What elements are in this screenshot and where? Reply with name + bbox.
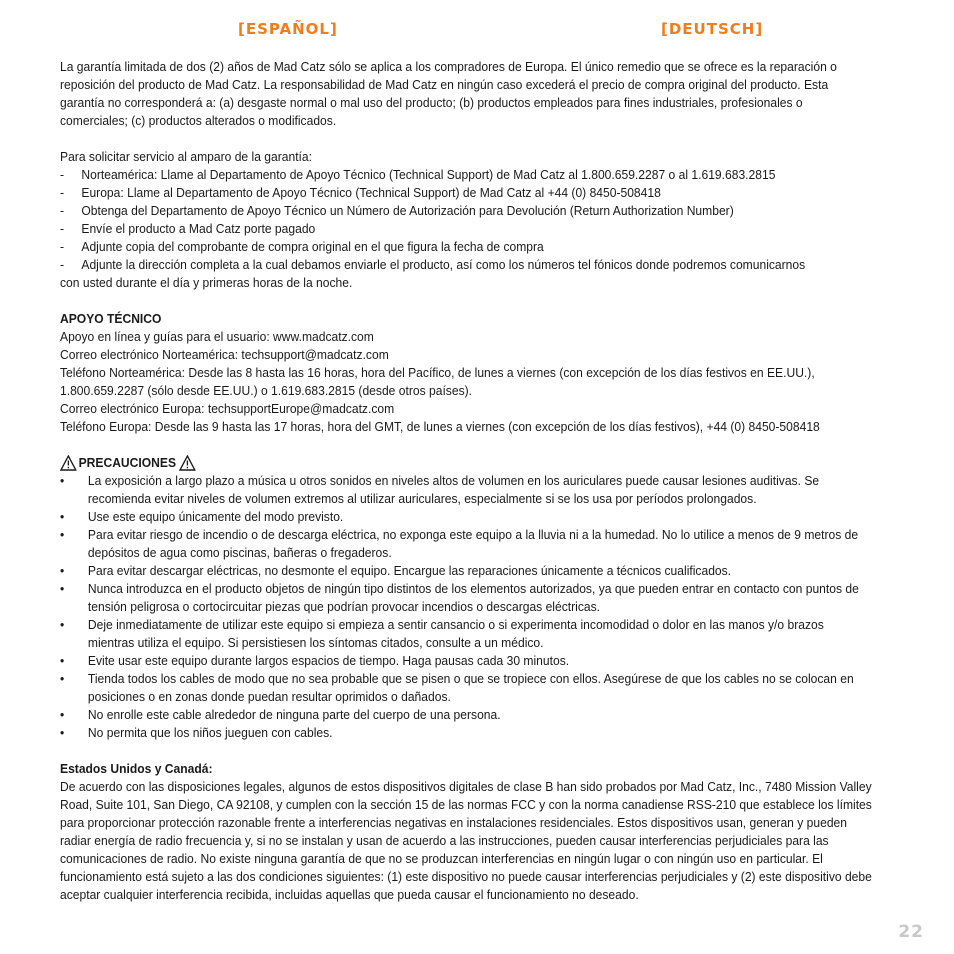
warning-icon xyxy=(60,455,77,471)
precaution-text: No enrolle este cable alrededor de ninguna parte del cuerpo de una persona. xyxy=(87,707,501,722)
fcc-heading: Estados Unidos y Canadá: xyxy=(60,761,213,776)
bullet-marker: • xyxy=(60,527,65,542)
language-heading-german: [DEUTSCH] xyxy=(661,20,764,38)
bullet-marker: • xyxy=(60,617,65,632)
precaution-text: Deje inmediatamente de utilizar este equipo si empieza a sentir cansancio o si experimenta incomodidad o dolor en las manos y/o brazos mientras utiliza el equipo. Si persistiesen los síntomas citados, consulte a un médico. xyxy=(87,617,824,650)
step-text: Norteamérica: Llame al Departamento de Apoyo Técnico (Technical Support) de Mad Catz al 1.800.659.2287 o al 1.619.683.2815 xyxy=(81,167,776,182)
support-line: Teléfono Norteamérica: Desde las 8 hasta las 16 horas, hora del Pacífico, de lunes a viernes (con excepción de los días festivos en EE.UU.), xyxy=(60,365,815,380)
list-item xyxy=(60,202,926,220)
list-item xyxy=(60,724,865,742)
bullet-marker: • xyxy=(60,671,65,686)
step-text: Envíe el producto a Mad Catz porte pagado xyxy=(81,221,316,236)
bullet-marker: • xyxy=(60,509,65,524)
list-item xyxy=(60,220,926,238)
step-text: Obtenga del Departamento de Apoyo Técnico un Número de Autorización para Devolución (Return Authorization Number) xyxy=(81,203,734,218)
dash-marker: - xyxy=(60,185,65,200)
service-intro: Para solicitar servicio al amparo de la garantía: xyxy=(60,149,313,164)
precautions-heading xyxy=(60,454,926,472)
dash-marker: - xyxy=(60,221,65,236)
list-item xyxy=(60,256,926,274)
list-item xyxy=(60,184,926,202)
list-item xyxy=(60,472,865,508)
bullet-marker: • xyxy=(60,581,65,596)
support-line: Apoyo en línea y guías para el usuario: www.madcatz.com xyxy=(60,329,374,344)
list-item xyxy=(60,526,865,562)
step-text: Adjunte la dirección completa a la cual debamos enviarle el producto, así como los números tel fónicos donde podremos comunicarnos xyxy=(81,257,806,272)
precaution-text: No permita que los niños jueguen con cables. xyxy=(87,725,333,740)
dash-marker: - xyxy=(60,167,65,182)
step-text: Adjunte copia del comprobante de compra original en el que figura la fecha de compra xyxy=(81,239,544,254)
precaution-text: Para evitar riesgo de incendio o de descarga eléctrica, no exponga este equipo a la lluvia ni a la humedad. No lo utilice a menos de 9 metros de depósitos de agua como piscinas, bañeras o fregaderos. xyxy=(87,527,859,560)
support-heading: APOYO TÉCNICO xyxy=(60,311,162,326)
list-item xyxy=(60,670,865,706)
bullet-marker: • xyxy=(60,725,65,740)
dash-marker: - xyxy=(60,257,65,272)
warranty-paragraph: La garantía limitada de dos (2) años de Mad Catz sólo se aplica a los compradores de Europa. El único remedio que se ofrece es la reparación o reposición del producto de Mad Catz. La responsabilidad de Mad Catz en ningún caso excederá el precio de compra original del producto. Esta garantía no corresponderá a: (a) desgaste normal o mal uso del producto; (b) productos empleados para fines industriales, profesionales o comerciales; (c) productos alterados o modificados. xyxy=(60,59,837,128)
list-item xyxy=(60,706,865,724)
precaution-text: Para evitar descargar eléctricas, no desmonte el equipo. Encargue las reparaciones únicamente a técnicos cualificados. xyxy=(87,563,732,578)
precaution-text: La exposición a largo plazo a música u otros sonidos en niveles altos de volumen en los auriculares puede causar lesiones auditivas. Se recomienda evitar niveles de volumen extremos al utilizar auriculares, especialmente si se los usa por períodos prolongados. xyxy=(87,473,820,506)
list-item xyxy=(60,580,865,616)
list-item xyxy=(60,508,865,526)
warning-icon xyxy=(179,455,196,471)
list-item xyxy=(60,238,926,256)
document-body xyxy=(60,58,926,904)
fcc-paragraph: De acuerdo con las disposiciones legales, algunos de estos dispositivos digitales de clase B han sido probados por Mad Catz, Inc., 7480 Mission Valley Road, Suite 101, San Diego, CA 92108, y cumplen con la sección 15 de las normas FCC y con la norma canadiense RSS-210 que establece los límites para proporcionar protección razonable frente a interferencias negativas en instalaciones residenciales. Estos dispositivos usan, generan y pueden radiar energía de radio frecuencia y, si no se instalan y usan de acuerdo a las instrucciones, pueden causar interferencias perjudiciales para las comunicaciones de radio. No existe ninguna garantía de que no se produzcan interferencias en ningún lugar o con ningún uso en particular. El funcionamiento está sujeto a las dos condiciones siguientes: (1) este dispositivo no puede causar interferencias perjudiciales y (2) este dispositivo debe aceptar cualquier interferencia recibida, incluidas aquellas que pueda causar el funcionamiento no deseado. xyxy=(60,779,872,902)
bullet-marker: • xyxy=(60,653,65,668)
list-item xyxy=(60,562,865,580)
bullet-marker: • xyxy=(60,563,65,578)
precaution-text: Nunca introduzca en el producto objetos de ningún tipo distintos de los elementos autorizados, ya que pueden entrar en contacto con puntos de tensión peligrosa o cortocircuitar piezas que podrían provocar incendios o descargas eléctricas. xyxy=(87,581,859,614)
precaution-text: Evite usar este equipo durante largos espacios de tiempo. Haga pausas cada 30 minutos. xyxy=(87,653,570,668)
dash-marker: - xyxy=(60,203,65,218)
dash-marker: - xyxy=(60,239,65,254)
bullet-marker: • xyxy=(60,473,65,488)
list-item xyxy=(60,616,865,652)
step-text: Europa: Llame al Departamento de Apoyo Técnico (Technical Support) de Mad Catz al +44 (0) 8450-508418 xyxy=(81,185,661,200)
precautions-heading-text: PRECAUCIONES xyxy=(78,455,177,470)
bullet-marker: • xyxy=(60,707,65,722)
list-item xyxy=(60,166,926,184)
list-item xyxy=(60,652,865,670)
support-line: Teléfono Europa: Desde las 9 hasta las 17 horas, hora del GMT, de lunes a viernes (con excepción de los días festivos), +44 (0) 8450-508418 xyxy=(60,419,820,434)
precaution-text: Tienda todos los cables de modo que no sea probable que se pisen o que se tropiece con ellos. Asegúrese de que los cables no se colocan en posiciones o en zonas donde puedan resultar oprimidos o dañados. xyxy=(87,671,854,704)
support-line: 1.800.659.2287 (sólo desde EE.UU.) o 1.619.683.2815 (desde otros países). xyxy=(60,383,473,398)
support-line: Correo electrónico Norteamérica: techsupport@madcatz.com xyxy=(60,347,389,362)
page-number: 22 xyxy=(898,922,924,942)
support-line: Correo electrónico Europa: techsupportEurope@madcatz.com xyxy=(60,401,395,416)
language-heading-spanish: [ESPAÑOL] xyxy=(238,20,338,38)
step-continuation: con usted durante el día y primeras horas de la noche. xyxy=(60,275,353,290)
precaution-text: Use este equipo únicamente del modo previsto. xyxy=(87,509,344,524)
